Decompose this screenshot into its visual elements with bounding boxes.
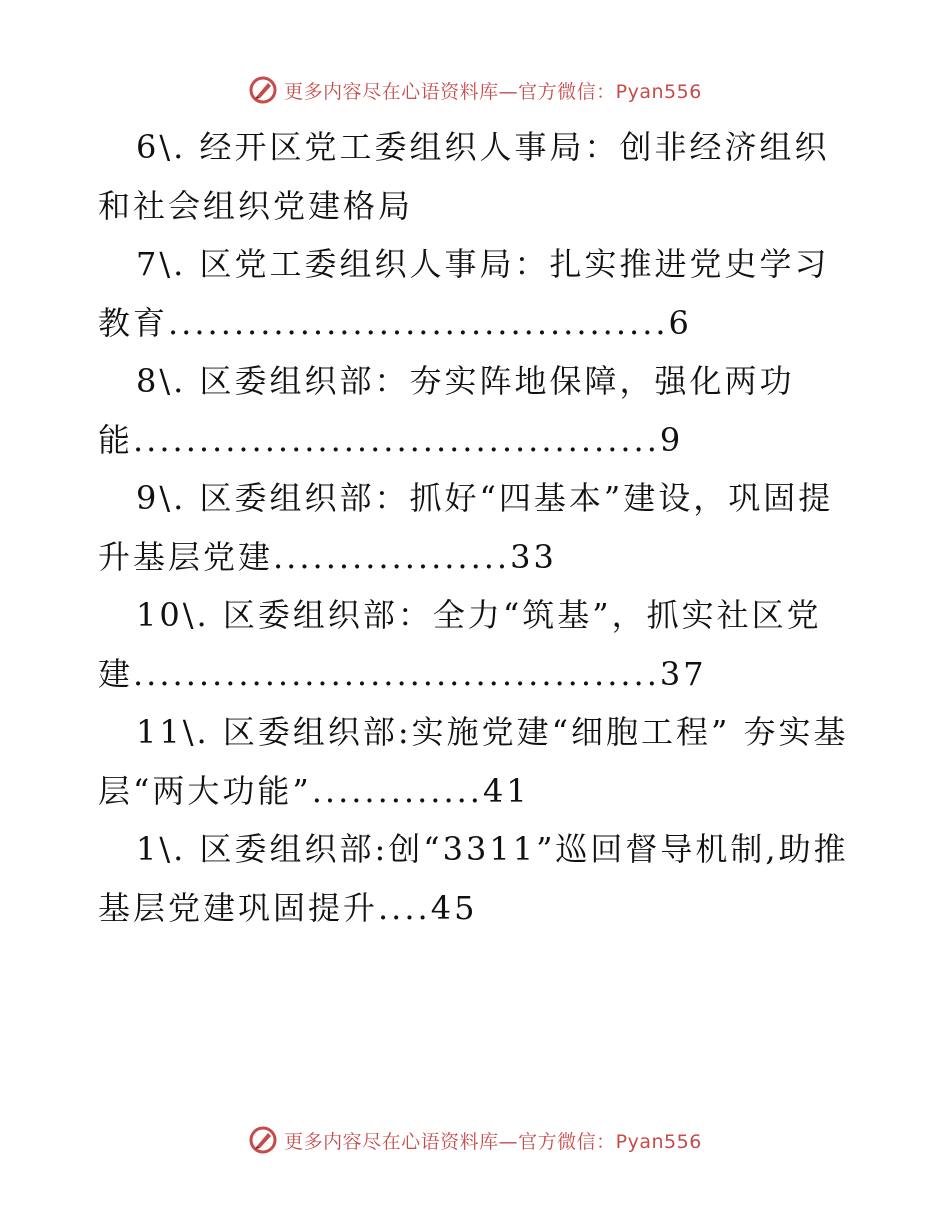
pen-circle-icon: [248, 1125, 278, 1155]
footer-banner: [0, 1120, 950, 1160]
pen-circle-icon: [248, 75, 278, 105]
toc-entry-page: 33: [510, 537, 557, 576]
footer-banner-text: 更多内容尽在心语资料库—官方微信：Pyan556: [284, 1130, 702, 1153]
toc-entry-text: 9\. 区委组织部：抓好“四基本”建设，巩固提升基层党建..................: [98, 479, 834, 576]
toc-entry-text: 6\. 经开区党工委组织人事局：创非经济组织和社会组织党建格局: [98, 128, 830, 225]
toc-entry-text: 7\. 区党工委组织人事局：扎实推进党史学习教育......................................: [98, 245, 830, 342]
toc-entry[interactable]: [98, 586, 858, 703]
toc-entry[interactable]: [98, 703, 858, 820]
toc-entry[interactable]: [98, 352, 858, 469]
toc-entry-page: 9: [659, 420, 684, 459]
toc-entry-text: 11\. 区委组织部:实施党建“细胞工程” 夯实基层“两大功能”.............: [98, 713, 849, 810]
toc-entry[interactable]: [98, 235, 858, 352]
toc-entry-page: 45: [430, 888, 478, 927]
toc-entry-page: 6: [668, 303, 692, 342]
toc-entry[interactable]: [98, 118, 858, 235]
toc-entry-page: 37: [659, 654, 707, 693]
toc-entry-page: 41: [482, 771, 530, 810]
header-banner-text: 更多内容尽在心语资料库—官方微信：Pyan556: [284, 80, 702, 103]
header-banner: [0, 70, 950, 110]
toc-entry[interactable]: [98, 820, 858, 937]
toc-entry-text: 1\. 区委组织部:创“3311”巡回督导机制,助推基层党建巩固提升....: [98, 830, 849, 927]
table-of-contents: [98, 118, 858, 937]
toc-entry-text: 10\. 区委组织部：全力“筑基”，抓实社区党建........................................: [98, 596, 822, 693]
toc-entry-text: 8\. 区委组织部：夯实阵地保障，强化两功能........................................: [98, 362, 795, 459]
toc-entry[interactable]: [98, 469, 858, 586]
